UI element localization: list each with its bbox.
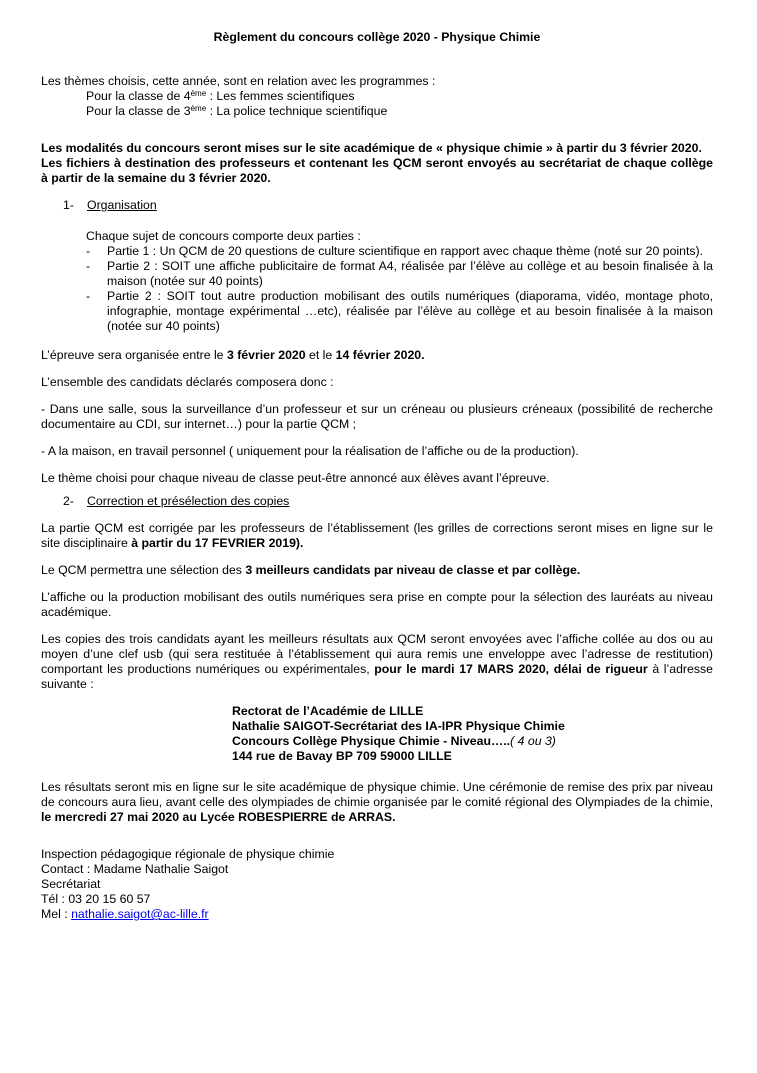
- ensemble-paragraph: L’ensemble des candidats déclarés composera donc :: [41, 375, 334, 389]
- contact-block: Inspection pédagogique régionale de physique chimie Contact : Madame Nathalie Saigot Secrétariat Tél : 03 20 15 60 57 Mel : nathalie.saigot@ac-lille.fr: [41, 847, 335, 921]
- document-page: [41, 30, 713, 922]
- results-paragraph: Les résultats seront mis en ligne sur le site académique de physique chimie. Une cérémonie de remise des prix par niveau de concours aura lieu, avant celle des olympiades de chimie organisée par le comité régional des Olympiades de la chimie, le mercredi 27 mai 2020 au Lycée ROBESPIERRE de ARRAS.: [41, 780, 713, 824]
- salle-paragraph: - Dans une salle, sous la surveillance d’un professeur et sur un créneau ou plusieurs créneaux (possibilité de recherche documentaire au CDI, sur internet…) pour la partie QCM ;: [41, 402, 713, 431]
- fichiers-paragraph: Les fichiers à destination des professeurs et contenant les QCM seront envoyés au secrétariat de chaque collège à partir de la semaine du 3 février 2020.: [41, 156, 713, 185]
- maison-paragraph: - A la maison, en travail personnel ( uniquement pour la réalisation de l’affiche ou de la production).: [41, 444, 579, 458]
- selection-paragraph: Le QCM permettra une sélection des 3 meilleurs candidats par niveau de classe et par collège.: [41, 563, 581, 577]
- themes-intro: Les thèmes choisis, cette année, sont en relation avec les programmes :: [41, 74, 436, 88]
- list-item: - Partie 2 : SOIT tout autre production mobilisant des outils numériques (diaporama, vidéo, montage photo, infographie, montage expérimental …etc), réalisée par l’élève au collège et au besoin finalisée à la maison (notée sur 40 points): [86, 289, 713, 333]
- sujet-intro: Chaque sujet de concours comporte deux parties :: [86, 229, 361, 243]
- postal-address: Rectorat de l’Académie de LILLE Nathalie SAIGOT-Secrétariat des IA-IPR Physique Chimie Concours Collège Physique Chimie - Niveau…..( 4 ou 3) 144 rue de Bavay BP 709 59000 LILLE: [232, 704, 565, 763]
- email-link[interactable]: nathalie.saigot@ac-lille.fr: [71, 907, 209, 921]
- list-item: - Partie 2 : SOIT une affiche publicitaire de format A4, réalisée par l’élève au collège et au besoin finalisée à la maison (notée sur 40 points): [86, 259, 713, 288]
- affiche-paragraph: L’affiche ou la production mobilisant des outils numériques sera prise en compte pour la sélection des lauréats au niveau académique.: [41, 590, 713, 619]
- copies-paragraph: Les copies des trois candidats ayant les meilleurs résultats aux QCM seront envoyées avec l’affiche collée au dos ou au moyen d’une clef usb (qui sera restituée à l’établissement qui aura remis une enveloppe avec l’adresse de restitution) comportant les productions numériques ou expérimentales, pour le mardi 17 MARS 2020, délai de rigueur à l’adresse suivante :: [41, 632, 713, 691]
- list-item: - Partie 1 : Un QCM de 20 questions de culture scientifique en rapport avec chaque thème (noté sur 20 points).: [86, 244, 704, 258]
- section-heading-organisation: 1- Organisation: [63, 198, 157, 212]
- theme-paragraph: Le thème choisi pour chaque niveau de classe peut-être annoncé aux élèves avant l’épreuve.: [41, 471, 550, 485]
- qcm-paragraph: La partie QCM est corrigée par les professeurs de l’établissement (les grilles de corrections seront mises en ligne sur le site disciplinaire à partir du 17 FEVRIER 2019).: [41, 521, 713, 550]
- theme-4eme: Pour la classe de 4ème : Les femmes scientifiques: [86, 89, 355, 103]
- theme-3eme: Pour la classe de 3ème : La police technique scientifique: [86, 104, 388, 118]
- epreuve-paragraph: L’épreuve sera organisée entre le 3 février 2020 et le 14 février 2020.: [41, 348, 425, 362]
- section-heading-correction: 2- Correction et présélection des copies: [63, 494, 290, 508]
- modalites-paragraph: Les modalités du concours seront mises sur le site académique de « physique chimie » à partir du 3 février 2020.: [41, 141, 702, 155]
- document-title: Règlement du concours collège 2020 - Physique Chimie: [213, 30, 541, 44]
